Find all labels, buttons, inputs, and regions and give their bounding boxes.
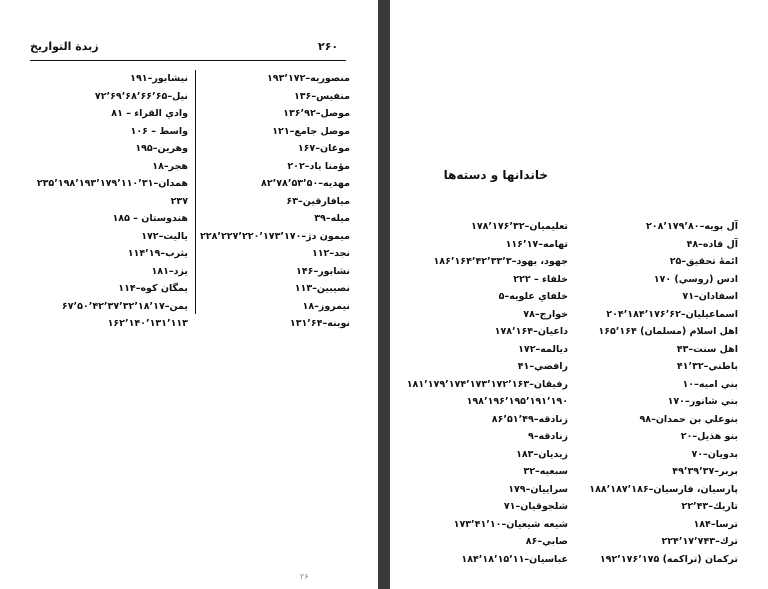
index-entry: يمگان كوه–۱۱۴ [118,283,188,294]
index-entry: ۱۹۸٬۱۹۶٬۱۹۵٬۱۹۱٬۱۹۰ [466,396,568,407]
index-entry: صابي–۸۶ [525,536,568,547]
index-entry: موصل–۱۳۶٬۹۲ [283,108,350,119]
index-entry: ۱۶۲٬۱۴۰٬۱۳۱٬۱۱۳ [107,318,188,329]
index-entry: ترسا–۱۸۴ [693,518,738,530]
index-entry: نيل–۷۲٬۶۹٬۶۸٬۶۶٬۶۵ [94,90,188,102]
section-title: خاندانها و دسته‌ها [443,168,548,182]
column-divider [195,70,196,314]
index-entry: نوبنه–۱۳۱٬۶۴ [289,318,350,329]
index-entry: آل قاده–۴۸ [686,238,738,250]
index-entry: اهل اسلام (مسلمان) ۱۶۵٬۱۶۴ [598,326,738,337]
running-title: زبدة التواريخ [30,40,99,53]
index-entry: بدويان–۷۰ [691,448,738,460]
index-entry: بني اميه–۱۰ [682,378,738,390]
index-entry: بني شانور–۱۷۰ [667,396,738,407]
index-column-right [200,70,350,333]
index-entry: اهل سنت–۴۳ [676,343,738,355]
index-entry: ترك–۲۲۴٬۱۷٬۷۴۳ [661,536,738,547]
index-entry: هجر–۱۸ [152,160,188,172]
index-entry: ميافارقين–۶۳ [286,195,350,207]
index-entry: ۲۳۷ [170,195,188,207]
index-entry: خلفاء – ۲۲۲ [513,273,568,285]
index-entry: رفيقان–۱۸۱٬۱۷۹٬۱۷۴٬۱۷۳٬۱۷۲٬۱۶۳ [406,378,568,390]
index-entry: وهرين–۱۹۵ [135,143,188,154]
index-entry: ائمهٔ تحقيق–۲۵ [669,256,738,267]
index-entry: جهود، يهود–۱۸۶٬۱۶۴٬۴۲٬۳۳٬۳ [433,256,568,267]
index-entry: ميله–۳۹ [314,213,350,224]
index-column-left [407,218,568,568]
index-entry: پارسيان، فارسيان–۱۸۸٬۱۸۷٬۱۸۶ [589,483,738,495]
left-page [0,0,378,589]
index-entry: مهديه–۸۲٬۷۸٬۵۳٬۵۰ [261,178,350,189]
index-entry: بربر–۴۹٬۳۹٬۳۷ [672,466,738,477]
index-entry: داعيان–۱۷۸٬۱۶۴ [494,326,568,337]
index-entry: بنوعلي بن حمدان–۹۸ [639,413,738,425]
index-entry: همدان–۲۳۵٬۱۹۸٬۱۹۳٬۱۷۹٬۱۱۰٬۳۱ [36,178,188,189]
page-footer: ۲۶ [300,572,309,581]
index-entry: تركمان (تراكمه) ۱۹۲٬۱۷۶٬۱۷۵ [599,553,738,565]
index-entry: ميمون دژ–۲۲۸٬۲۲۷٬۲۲۰٬۱۷۳٬۱۷۰ [199,230,350,242]
index-entry: اسفادان–۷۱ [682,291,738,302]
index-entry: نيشابور–۱۹۱ [130,73,188,84]
index-entry: زنادقه–۹ [527,431,568,442]
index-entry: هندوستان – ۱۸۵ [112,213,188,224]
index-entry: زيديان–۱۸۳ [516,448,568,460]
right-page [390,0,768,589]
index-entry: نصيبين–۱۱۳ [294,283,350,294]
index-entry: باطني–۴۱٬۳۲ [676,361,738,372]
index-entry: نجد–۱۱۲ [311,248,350,259]
index-entry: تاريك–۲۲٬۴۳ [681,501,738,512]
index-entry: ادس (روسي) ۱۷۰ [653,273,738,285]
index-entry: يزد–۱۸۱ [151,265,188,277]
index-entry: ديالمه–۱۷۲ [518,343,568,355]
index-entry: منصوريه–۱۹۳٬۱۷۲ [266,73,350,84]
page-number: ۲۶۰ [318,40,339,53]
index-entry: موصل جامع–۱۲۱ [272,125,350,137]
index-entry: واسط – ۱۰۶ [130,125,188,137]
index-entry: ياليت–۱۷۲ [141,230,188,242]
index-entry: منفيس–۱۳۶ [293,90,350,102]
index-entry: بنو هذيل–۲۰ [680,431,738,442]
index-entry: مؤمنا باد–۲۰۲ [287,160,350,172]
book-gutter [378,0,390,589]
index-entry: آل بويه–۲۰۸٬۱۷۹٬۸۰ [645,221,738,232]
index-entry: يثرب–۱۱۴٬۱۹ [127,248,188,259]
index-entry: خوارج–۷۸ [523,308,568,320]
header-rule [30,60,346,61]
index-entry: تعليميان–۱۷۸٬۱۷۶٬۳۲ [471,221,568,232]
index-entry: وادي القراء – ۸۱ [111,108,188,119]
index-column-left [37,70,188,333]
index-column-right [589,218,738,568]
index-entry: تهامه–۱۱۶٬۱۷ [505,238,568,250]
index-entry: رافضي–۴۱ [517,361,568,372]
index-entry: نيمروز–۱۸ [302,300,350,312]
index-entry: سراييان–۱۷۹ [508,483,568,495]
index-entry: عباسيان–۱۸۴٬۱۸٬۱۵٬۱۱ [461,553,568,565]
index-entry: شلجوقيان–۷۱ [503,501,568,512]
index-entry: شيعه شيعيان–۱۷۳٬۴۱٬۱۰ [453,518,568,530]
index-entry: اسماعيليان–۲۰۴٬۱۸۴٬۱۷۶٬۶۲ [606,308,738,320]
index-entry: خلفاي علويه–۵ [498,291,568,302]
index-entry: يمن–۶۷٬۵۰٬۴۲٬۳۷٬۳۲٬۱۸٬۱۷ [61,300,188,312]
index-entry: زنادقه–۸۶٬۵۱٬۴۹ [491,413,568,425]
index-entry: سبعيه–۳۲ [523,466,568,477]
index-entry: موغان–۱۶۷ [297,143,350,154]
index-entry: نشابور–۱۴۶ [296,265,350,277]
